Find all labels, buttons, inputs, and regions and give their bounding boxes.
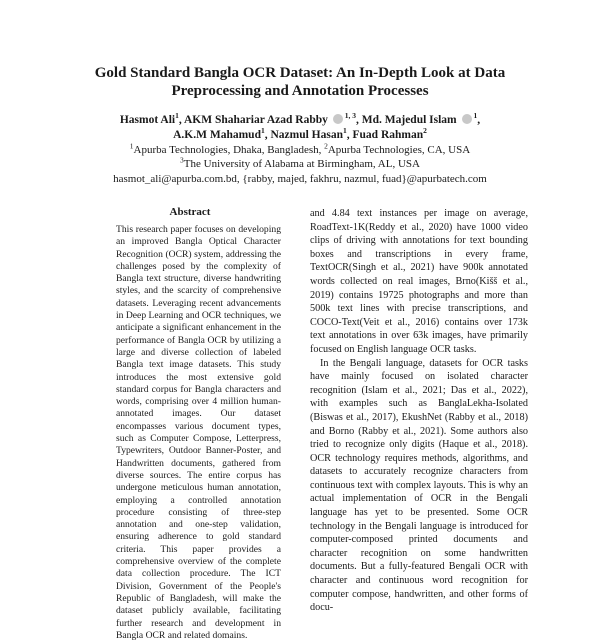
- author-sup: 1: [175, 111, 179, 121]
- author-name: Nazmul Hasan: [270, 129, 343, 141]
- author-name: Fuad Rahman: [352, 129, 424, 141]
- authors-line-1: Hasmot Ali$^1$, AKM Shahariar Azad Rabby $^{1, 3}$, Md. Majedul Islam $^1$,: [119, 111, 481, 126]
- affiliation-line-2: [40, 157, 560, 171]
- author-sup: 1: [343, 126, 347, 136]
- author-sup: 1: [260, 126, 265, 136]
- author-name: A.K.M Mahamud: [173, 129, 261, 141]
- right-column: [310, 207, 528, 615]
- affil-text: Apurba Technologies, Dhaka, Bangladesh,: [133, 144, 325, 156]
- abstract-heading: Abstract: [169, 206, 211, 218]
- affil-sup: 2: [324, 141, 328, 151]
- affiliation-line-1: [40, 143, 560, 157]
- author-sup: 2: [423, 126, 427, 136]
- paragraph-bengali-ocr: In the Bengali language, datasets for OCR tasks have mainly focused on isolated character recognition (Islam et al., 2021; Das et al., 2022), with examples such as BanglaLekha-Isolated (Biswas et al., 2017), EkushNet (Rabby et al., 2018) and Borno (Rabby et al., 2021). Some authors also tried to recognize only digits (Haque et al., 2018). OCR technology requires methods, algorithms, and datasets to accurately recognize characters from continuous text with complex layouts. This is why an actual implementation of OCR in the Bengali language has yet to be presented. Some OCR technology in the Bengali language is introduced for computer-composed printed documents and character recognition on some handwritten documents. But a fully-featured Bengali OCR with character and continuous word recognition for computer compose, handwritten, and other forms of docu-: [310, 357, 528, 614]
- author-list: [40, 113, 560, 143]
- paper-title: [90, 64, 510, 100]
- affil-sup: 3: [180, 155, 184, 165]
- title-line-1: Gold Standard Bangla OCR Dataset: An In-Depth Look at Data: [94, 65, 506, 81]
- affil-text: The University of Alabama at Birmingham, AL, USA: [183, 158, 420, 170]
- abstract-body: This research paper focuses on developing an improved Bangla Optical Character Recognition (OCR) system, addressing the challenges posed by the complexity of Bangla text structure, diverse handwriting styles, and the scarcity of comprehensive datasets. Leveraging recent advancements in Deep Learning and OCR techniques, we anticipate a significant enhancement in the performance of Bangla OCR by utilizing a large and diverse collection of labeled Bangla text image datasets. This study introduces the most extensive gold standard corpus for Bangla characters and words, comprising over 4 million human-annotated images. Our dataset encompasses various document types, such as Computer Compose, Letterpress, Typewriters, Outdoor Banner-Poster, and Handwritten documents, gathered from diverse sources. The entire corpus has undergone meticulous human annotation, employing a controlled annotation procedure consisting of three-step annotation and one-step validation, ensuring adherence to gold standard criteria. This paper provides a comprehensive overview of the complete data collection procedure. The ICT Division, Government of the People's Republic of Bangladesh, will make the dataset publicly available, facilitating further research and development in Bangla OCR and related domains.: [116, 224, 281, 641]
- author-name: Md. Majedul Islam: [361, 114, 457, 126]
- orcid-icon[interactable]: [333, 114, 343, 124]
- author-sup: 1: [473, 111, 478, 121]
- affil-text: Apurba Technologies, CA, USA: [327, 144, 471, 156]
- author-name: AKM Shahariar Azad Rabby: [184, 114, 328, 126]
- paragraph-related-datasets: and 4.84 text instances per image on average, RoadText-1K(Reddy et al., 2020) have 1000 video clips of driving with annotations for text bounding boxes and transcriptions in every frame, TextOCR(Singh et al., 2021) have 900k annotated words collected on real images, Brno(Kišš et al., 2019) contains 19725 photographs and more than 500k text lines with precise transcriptions, and COCO-Text(Veit et al., 2016) contains over 173k text annotations in over 63k images, have primarily focused on English language OCR tasks.: [310, 208, 528, 355]
- affil-sup: 1: [129, 141, 134, 151]
- author-name: Hasmot Ali: [119, 114, 176, 126]
- title-line-2: Preprocessing and Annotation Processes: [171, 83, 429, 99]
- orcid-icon[interactable]: [462, 114, 472, 124]
- authors-line-2: A.K.M Mahamud$^1$, Nazmul Hasan$^1$, Fuad Rahman$^2$: [173, 126, 427, 141]
- author-emails[interactable]: hasmot_ali@apurba.com.bd, {rabby, majed, fakhru, nazmul, fuad}@apurbatech.com: [113, 173, 487, 185]
- author-sup: 1, 3: [344, 111, 357, 121]
